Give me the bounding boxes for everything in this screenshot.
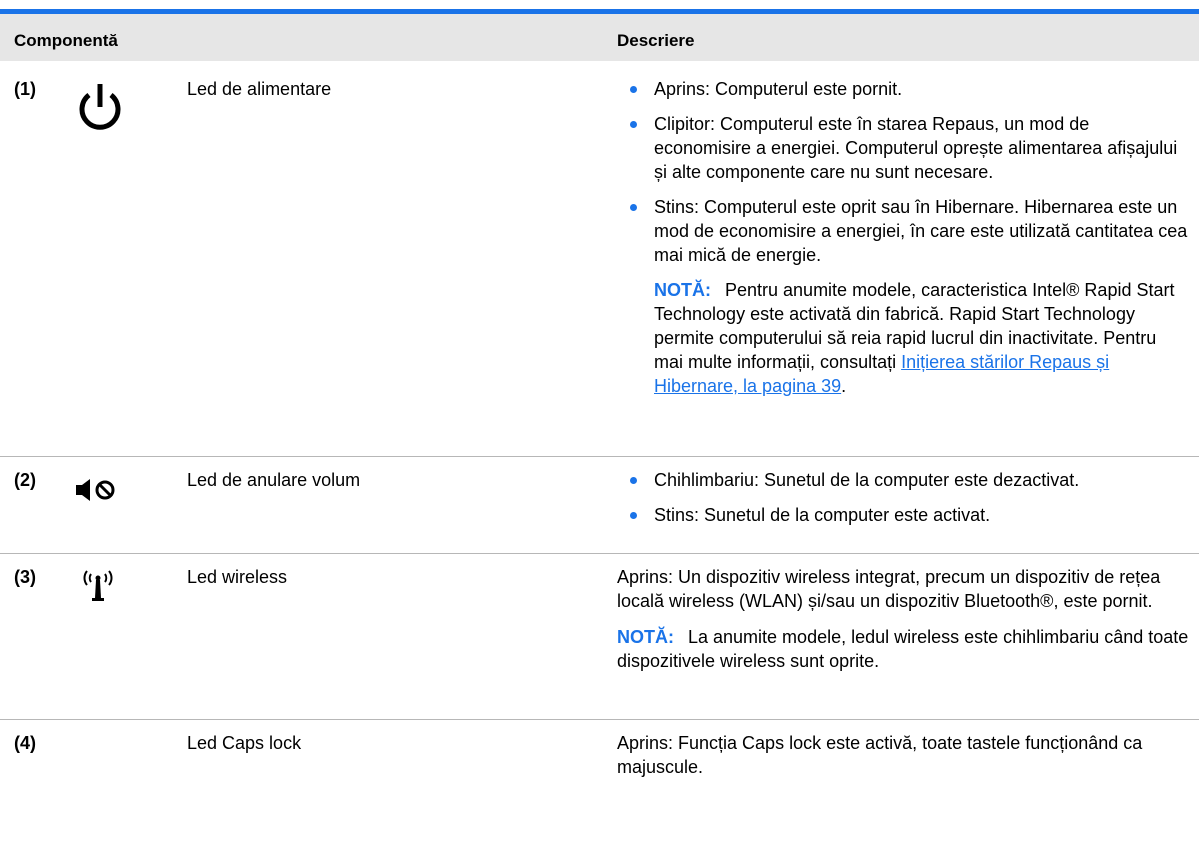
component-name: Led de alimentare [187,79,332,99]
note-text: Pentru anumite modele, caracteristica Intel® Rapid Start Technology este activată din fabrică. Rapid Start Technology permite computerului să reia rapid lucrul din inactivitate. Pentru mai multe informații, consultați [654,280,1175,372]
bullet-icon [630,477,637,484]
note-label: NOTĂ: [617,627,674,647]
mute-speaker-icon [75,476,119,509]
component-name: Led Caps lock [187,733,302,753]
component-description [617,731,1189,779]
bullet-icon [630,121,637,128]
bullet-text: Stins: Computerul este oprit sau în Hibernare. Hibernarea este un mod de economisire a energiei, în care este utilizată cantitatea cea mai mică de energie. [654,197,1188,265]
row-number: (2) [14,470,36,490]
list-item [617,77,1189,101]
component-description [617,468,1189,527]
cross-reference-link[interactable]: Inițierea stărilor Repaus și Hibernare, la pagina 39 [654,352,1110,396]
list-item [617,468,1189,492]
description-text: Aprins: Un dispozitiv wireless integrat, precum un dispozitiv de rețea locală wireless (WLAN) și/sau un dispozitiv Bluetooth®, este pornit. [617,567,1161,611]
note-text: La anumite modele, ledul wireless este chihlimbariu când toate dispozitivele wireless sunt oprite. [617,627,1189,671]
component-name: Led de anulare volum [187,470,361,490]
note-text-end: . [841,376,847,396]
wireless-antenna-icon [78,567,118,608]
power-icon [74,81,126,138]
table-row [0,456,1199,554]
header-component: Componentă [14,31,118,50]
list-item [617,195,1189,267]
table-row [0,553,1199,720]
bullet-text: Stins: Sunetul de la computer este activat. [654,505,991,525]
header-description: Descriere [617,31,695,50]
row-number: (4) [14,733,36,753]
bullet-text: Chihlimbariu: Sunetul de la computer este dezactivat. [654,470,1080,490]
bullet-icon [630,512,637,519]
bullet-icon [630,86,637,93]
row-number: (1) [14,79,36,99]
note-label: NOTĂ: [654,280,711,300]
bullet-text: Aprins: Computerul este pornit. [654,79,903,99]
note-paragraph [617,625,1189,673]
component-name: Led wireless [187,567,288,587]
bullet-icon [630,204,637,211]
row-number: (3) [14,567,36,587]
table-row [0,719,1199,863]
note-paragraph [617,278,1189,398]
bullet-text: Clipitor: Computerul este în starea Repaus, un mod de economisire a energiei. Computerul oprește alimentarea afișajului și alte componente care nu sunt necesare. [654,114,1178,182]
list-item [617,503,1189,527]
description-text: Aprins: Funcția Caps lock este activă, toate tastele funcționând ca majuscule. [617,733,1143,777]
component-description [617,77,1189,398]
table-row [0,61,1199,457]
component-description [617,565,1189,673]
table-header [0,14,1199,61]
list-item [617,112,1189,184]
